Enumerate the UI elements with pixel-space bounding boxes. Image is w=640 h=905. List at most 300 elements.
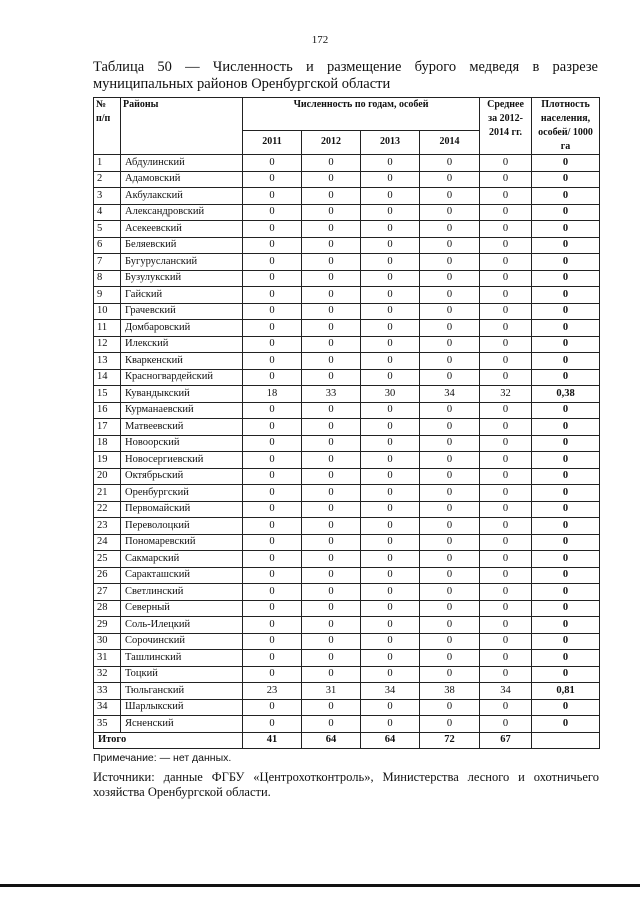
table-row xyxy=(94,666,600,683)
table-row xyxy=(94,336,600,353)
row-district: Красногвардейский xyxy=(121,369,243,386)
row-value-2011: 0 xyxy=(243,633,302,650)
row-value-2013: 0 xyxy=(361,485,420,502)
header-year-2013: 2013 xyxy=(361,130,420,154)
row-value-2014: 0 xyxy=(420,155,480,172)
row-value-2013: 0 xyxy=(361,567,420,584)
row-value-2012: 0 xyxy=(302,435,361,452)
row-average: 0 xyxy=(480,699,532,716)
table-row xyxy=(94,353,600,370)
total-2011: 41 xyxy=(243,732,302,749)
row-number: 21 xyxy=(94,485,121,502)
row-value-2014: 0 xyxy=(420,567,480,584)
row-number: 12 xyxy=(94,336,121,353)
sources-line-1: Источники: данные ФГБУ «Центрохотконтроль», Министерства лесного и охотничьего xyxy=(93,770,599,784)
row-value-2012: 0 xyxy=(302,518,361,535)
row-district: Кваркенский xyxy=(121,353,243,370)
table-row xyxy=(94,369,600,386)
row-value-2011: 0 xyxy=(243,270,302,287)
sources-text xyxy=(93,770,599,800)
row-district: Кувандыкский xyxy=(121,386,243,403)
row-value-2012: 0 xyxy=(302,221,361,238)
table-row xyxy=(94,534,600,551)
row-value-2014: 0 xyxy=(420,221,480,238)
row-number: 11 xyxy=(94,320,121,337)
row-density: 0 xyxy=(532,452,600,469)
row-number: 28 xyxy=(94,600,121,617)
header-district: Районы xyxy=(121,98,243,155)
table-row xyxy=(94,584,600,601)
row-number: 10 xyxy=(94,303,121,320)
row-density: 0 xyxy=(532,633,600,650)
row-value-2011: 0 xyxy=(243,551,302,568)
header-by-year: Численность по годам, особей xyxy=(243,98,480,131)
row-district: Сорочинский xyxy=(121,633,243,650)
header-year-2011: 2011 xyxy=(243,130,302,154)
row-density: 0 xyxy=(532,171,600,188)
row-number: 19 xyxy=(94,452,121,469)
row-value-2011: 0 xyxy=(243,650,302,667)
bear-population-table xyxy=(93,97,600,749)
row-district: Северный xyxy=(121,600,243,617)
header-year-2012: 2012 xyxy=(302,130,361,154)
row-number: 27 xyxy=(94,584,121,601)
row-value-2014: 0 xyxy=(420,501,480,518)
row-district: Ташлинский xyxy=(121,650,243,667)
row-density: 0 xyxy=(532,501,600,518)
row-value-2014: 0 xyxy=(420,419,480,436)
row-value-2011: 0 xyxy=(243,237,302,254)
row-value-2012: 0 xyxy=(302,188,361,205)
row-district: Октябрьский xyxy=(121,468,243,485)
row-value-2011: 0 xyxy=(243,336,302,353)
row-value-2013: 0 xyxy=(361,468,420,485)
table-row xyxy=(94,270,600,287)
row-density: 0 xyxy=(532,485,600,502)
row-number: 13 xyxy=(94,353,121,370)
row-district: Акбулакский xyxy=(121,188,243,205)
row-value-2012: 0 xyxy=(302,452,361,469)
row-density: 0 xyxy=(532,600,600,617)
row-density: 0,81 xyxy=(532,683,600,700)
row-value-2012: 0 xyxy=(302,699,361,716)
row-value-2011: 0 xyxy=(243,567,302,584)
row-district: Бузулукский xyxy=(121,270,243,287)
row-value-2013: 0 xyxy=(361,534,420,551)
row-value-2011: 0 xyxy=(243,171,302,188)
row-average: 0 xyxy=(480,155,532,172)
table-title-line-1: Таблица 50 — Численность и размещение бурого медведя в разрезе xyxy=(93,59,598,75)
row-value-2014: 0 xyxy=(420,336,480,353)
row-average: 0 xyxy=(480,468,532,485)
row-average: 32 xyxy=(480,386,532,403)
row-value-2011: 0 xyxy=(243,353,302,370)
row-average: 0 xyxy=(480,600,532,617)
row-number: 26 xyxy=(94,567,121,584)
row-value-2012: 0 xyxy=(302,600,361,617)
row-value-2011: 0 xyxy=(243,617,302,634)
row-value-2014: 0 xyxy=(420,650,480,667)
row-average: 0 xyxy=(480,419,532,436)
row-number: 25 xyxy=(94,551,121,568)
row-density: 0 xyxy=(532,534,600,551)
total-row xyxy=(94,732,600,749)
row-value-2014: 0 xyxy=(420,402,480,419)
row-value-2011: 0 xyxy=(243,204,302,221)
table-row xyxy=(94,617,600,634)
row-district: Грачевский xyxy=(121,303,243,320)
row-district: Домбаровский xyxy=(121,320,243,337)
row-value-2014: 0 xyxy=(420,699,480,716)
row-value-2013: 0 xyxy=(361,716,420,733)
row-value-2013: 0 xyxy=(361,155,420,172)
table-row xyxy=(94,221,600,238)
row-district: Шарлыкский xyxy=(121,699,243,716)
row-district: Гайский xyxy=(121,287,243,304)
row-average: 0 xyxy=(480,188,532,205)
row-average: 0 xyxy=(480,270,532,287)
row-district: Новосергиевский xyxy=(121,452,243,469)
total-2012: 64 xyxy=(302,732,361,749)
row-average: 0 xyxy=(480,303,532,320)
row-value-2012: 0 xyxy=(302,353,361,370)
row-district: Курманаевский xyxy=(121,402,243,419)
row-density: 0 xyxy=(532,666,600,683)
table-row xyxy=(94,699,600,716)
row-average: 0 xyxy=(480,501,532,518)
table-row xyxy=(94,320,600,337)
table-body xyxy=(94,155,600,733)
row-average: 0 xyxy=(480,287,532,304)
row-value-2013: 0 xyxy=(361,188,420,205)
row-value-2013: 0 xyxy=(361,666,420,683)
row-value-2013: 0 xyxy=(361,270,420,287)
table-row xyxy=(94,419,600,436)
row-number: 9 xyxy=(94,287,121,304)
row-average: 0 xyxy=(480,320,532,337)
row-value-2011: 23 xyxy=(243,683,302,700)
row-district: Асекеевский xyxy=(121,221,243,238)
row-value-2011: 0 xyxy=(243,320,302,337)
row-value-2011: 0 xyxy=(243,518,302,535)
row-density: 0 xyxy=(532,435,600,452)
table-row xyxy=(94,633,600,650)
row-value-2014: 0 xyxy=(420,534,480,551)
total-2013: 64 xyxy=(361,732,420,749)
row-density: 0 xyxy=(532,567,600,584)
row-value-2011: 0 xyxy=(243,584,302,601)
row-number: 15 xyxy=(94,386,121,403)
row-density: 0 xyxy=(532,353,600,370)
total-density xyxy=(532,732,600,749)
row-value-2014: 0 xyxy=(420,204,480,221)
row-district: Беляевский xyxy=(121,237,243,254)
row-value-2012: 0 xyxy=(302,584,361,601)
table-row xyxy=(94,485,600,502)
row-number: 18 xyxy=(94,435,121,452)
sources-line-2: хозяйства Оренбургской области. xyxy=(93,785,271,799)
row-value-2011: 0 xyxy=(243,419,302,436)
row-value-2013: 0 xyxy=(361,452,420,469)
row-density: 0 xyxy=(532,369,600,386)
row-number: 1 xyxy=(94,155,121,172)
row-value-2013: 0 xyxy=(361,699,420,716)
row-density: 0 xyxy=(532,155,600,172)
row-value-2013: 0 xyxy=(361,287,420,304)
row-density: 0 xyxy=(532,419,600,436)
row-value-2012: 0 xyxy=(302,171,361,188)
row-value-2011: 0 xyxy=(243,188,302,205)
row-average: 0 xyxy=(480,353,532,370)
row-number: 14 xyxy=(94,369,121,386)
row-average: 0 xyxy=(480,435,532,452)
row-average: 0 xyxy=(480,534,532,551)
row-district: Оренбургский xyxy=(121,485,243,502)
bottom-rule xyxy=(0,884,640,887)
table-row xyxy=(94,171,600,188)
row-average: 0 xyxy=(480,254,532,271)
row-value-2011: 0 xyxy=(243,534,302,551)
row-value-2012: 0 xyxy=(302,237,361,254)
row-value-2014: 0 xyxy=(420,303,480,320)
row-density: 0 xyxy=(532,287,600,304)
row-density: 0 xyxy=(532,237,600,254)
row-value-2013: 0 xyxy=(361,402,420,419)
row-number: 34 xyxy=(94,699,121,716)
row-value-2014: 0 xyxy=(420,518,480,535)
row-value-2011: 0 xyxy=(243,468,302,485)
row-average: 0 xyxy=(480,221,532,238)
row-value-2013: 0 xyxy=(361,419,420,436)
table-row xyxy=(94,237,600,254)
row-number: 33 xyxy=(94,683,121,700)
table-row xyxy=(94,650,600,667)
row-district: Переволоцкий xyxy=(121,518,243,535)
total-label: Итого xyxy=(94,732,243,749)
row-value-2012: 0 xyxy=(302,501,361,518)
row-value-2011: 0 xyxy=(243,501,302,518)
row-value-2011: 0 xyxy=(243,155,302,172)
page-number: 172 xyxy=(311,34,329,46)
row-value-2013: 0 xyxy=(361,551,420,568)
row-value-2014: 0 xyxy=(420,584,480,601)
header-density: Плотность населения, особей/ 1000 га xyxy=(532,98,600,155)
row-average: 0 xyxy=(480,551,532,568)
row-number: 17 xyxy=(94,419,121,436)
row-average: 0 xyxy=(480,650,532,667)
row-value-2014: 0 xyxy=(420,633,480,650)
row-density: 0 xyxy=(532,402,600,419)
row-value-2011: 18 xyxy=(243,386,302,403)
row-value-2012: 0 xyxy=(302,551,361,568)
row-average: 0 xyxy=(480,452,532,469)
row-average: 34 xyxy=(480,683,532,700)
row-value-2011: 0 xyxy=(243,666,302,683)
row-density: 0 xyxy=(532,188,600,205)
row-average: 0 xyxy=(480,402,532,419)
row-value-2014: 0 xyxy=(420,600,480,617)
table-row xyxy=(94,452,600,469)
row-number: 22 xyxy=(94,501,121,518)
row-district: Александровский xyxy=(121,204,243,221)
row-number: 3 xyxy=(94,188,121,205)
row-average: 0 xyxy=(480,171,532,188)
row-value-2012: 0 xyxy=(302,485,361,502)
row-value-2011: 0 xyxy=(243,716,302,733)
row-district: Адамовский xyxy=(121,171,243,188)
row-value-2013: 0 xyxy=(361,336,420,353)
row-value-2012: 0 xyxy=(302,419,361,436)
row-average: 0 xyxy=(480,633,532,650)
row-value-2011: 0 xyxy=(243,303,302,320)
row-value-2012: 0 xyxy=(302,270,361,287)
row-value-2013: 0 xyxy=(361,501,420,518)
row-value-2012: 0 xyxy=(302,303,361,320)
row-number: 7 xyxy=(94,254,121,271)
row-value-2013: 0 xyxy=(361,221,420,238)
row-density: 0 xyxy=(532,518,600,535)
row-number: 6 xyxy=(94,237,121,254)
table-row xyxy=(94,254,600,271)
row-value-2012: 31 xyxy=(302,683,361,700)
row-district: Ясненский xyxy=(121,716,243,733)
table-title xyxy=(93,59,598,93)
table-row xyxy=(94,287,600,304)
row-value-2012: 0 xyxy=(302,468,361,485)
row-number: 29 xyxy=(94,617,121,634)
table-note: Примечание: — нет данных. xyxy=(93,752,232,764)
row-value-2014: 0 xyxy=(420,254,480,271)
row-district: Саракташский xyxy=(121,567,243,584)
row-district: Тоцкий xyxy=(121,666,243,683)
row-density: 0 xyxy=(532,204,600,221)
row-value-2013: 0 xyxy=(361,650,420,667)
row-value-2013: 0 xyxy=(361,204,420,221)
table-row xyxy=(94,518,600,535)
row-density: 0 xyxy=(532,699,600,716)
row-number: 20 xyxy=(94,468,121,485)
row-number: 8 xyxy=(94,270,121,287)
row-value-2014: 0 xyxy=(420,171,480,188)
row-value-2012: 0 xyxy=(302,369,361,386)
row-district: Сакмарский xyxy=(121,551,243,568)
row-value-2013: 0 xyxy=(361,237,420,254)
row-district: Новоорский xyxy=(121,435,243,452)
row-value-2014: 0 xyxy=(420,320,480,337)
row-value-2014: 34 xyxy=(420,386,480,403)
row-value-2013: 0 xyxy=(361,254,420,271)
row-density: 0 xyxy=(532,336,600,353)
row-density: 0 xyxy=(532,254,600,271)
row-value-2011: 0 xyxy=(243,402,302,419)
row-value-2014: 0 xyxy=(420,435,480,452)
row-district: Абдулинский xyxy=(121,155,243,172)
row-number: 2 xyxy=(94,171,121,188)
row-value-2012: 0 xyxy=(302,567,361,584)
row-value-2014: 0 xyxy=(420,468,480,485)
row-value-2014: 0 xyxy=(420,270,480,287)
row-value-2011: 0 xyxy=(243,600,302,617)
row-value-2012: 0 xyxy=(302,633,361,650)
table-row xyxy=(94,716,600,733)
table-title-line-2: муниципальных районов Оренбургской области xyxy=(93,76,391,92)
row-value-2012: 0 xyxy=(302,287,361,304)
table-row xyxy=(94,501,600,518)
row-average: 0 xyxy=(480,617,532,634)
row-value-2014: 0 xyxy=(420,353,480,370)
header-num: № п/п xyxy=(94,98,121,155)
row-value-2013: 0 xyxy=(361,518,420,535)
row-number: 32 xyxy=(94,666,121,683)
row-value-2013: 0 xyxy=(361,617,420,634)
header-year-2014: 2014 xyxy=(420,130,480,154)
row-number: 24 xyxy=(94,534,121,551)
row-average: 0 xyxy=(480,369,532,386)
row-value-2014: 0 xyxy=(420,188,480,205)
row-value-2011: 0 xyxy=(243,221,302,238)
row-average: 0 xyxy=(480,666,532,683)
table-row xyxy=(94,303,600,320)
row-density: 0 xyxy=(532,320,600,337)
row-average: 0 xyxy=(480,336,532,353)
row-value-2012: 0 xyxy=(302,666,361,683)
header-average: Среднее за 2012-2014 гг. xyxy=(480,98,532,155)
row-number: 16 xyxy=(94,402,121,419)
row-value-2011: 0 xyxy=(243,699,302,716)
row-district: Илекский xyxy=(121,336,243,353)
row-value-2011: 0 xyxy=(243,369,302,386)
row-value-2013: 0 xyxy=(361,584,420,601)
row-value-2012: 0 xyxy=(302,617,361,634)
row-value-2013: 0 xyxy=(361,435,420,452)
row-value-2013: 34 xyxy=(361,683,420,700)
table-row xyxy=(94,402,600,419)
table-row xyxy=(94,683,600,700)
row-district: Первомайский xyxy=(121,501,243,518)
row-average: 0 xyxy=(480,716,532,733)
row-value-2014: 0 xyxy=(420,452,480,469)
row-value-2011: 0 xyxy=(243,254,302,271)
row-density: 0 xyxy=(532,468,600,485)
table-row xyxy=(94,567,600,584)
row-value-2012: 0 xyxy=(302,254,361,271)
table-row xyxy=(94,600,600,617)
row-value-2013: 0 xyxy=(361,369,420,386)
table-row xyxy=(94,204,600,221)
row-value-2013: 0 xyxy=(361,320,420,337)
row-value-2011: 0 xyxy=(243,287,302,304)
row-value-2011: 0 xyxy=(243,435,302,452)
row-value-2014: 0 xyxy=(420,551,480,568)
row-value-2012: 0 xyxy=(302,204,361,221)
row-value-2013: 0 xyxy=(361,600,420,617)
row-average: 0 xyxy=(480,204,532,221)
row-value-2014: 0 xyxy=(420,287,480,304)
row-average: 0 xyxy=(480,567,532,584)
row-value-2013: 0 xyxy=(361,303,420,320)
row-average: 0 xyxy=(480,518,532,535)
table-row xyxy=(94,468,600,485)
row-density: 0 xyxy=(532,650,600,667)
row-value-2011: 0 xyxy=(243,452,302,469)
row-value-2012: 0 xyxy=(302,402,361,419)
row-value-2014: 0 xyxy=(420,369,480,386)
row-density: 0 xyxy=(532,584,600,601)
row-density: 0 xyxy=(532,551,600,568)
row-value-2014: 0 xyxy=(420,485,480,502)
row-value-2012: 0 xyxy=(302,336,361,353)
row-number: 31 xyxy=(94,650,121,667)
